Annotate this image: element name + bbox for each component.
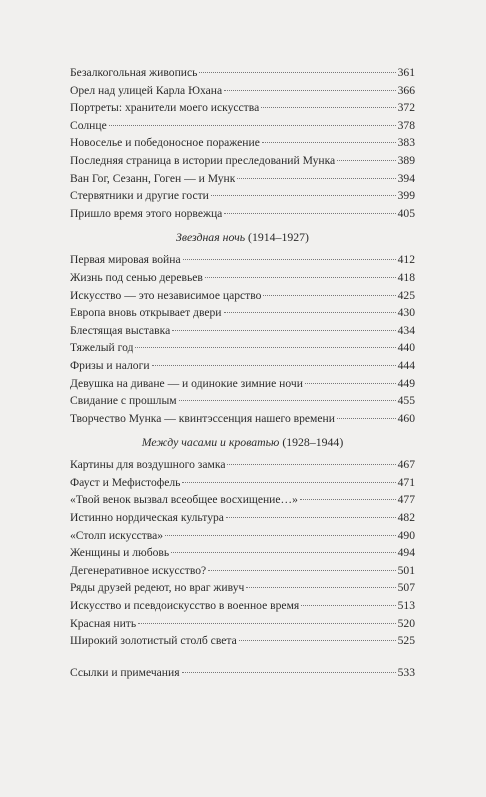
toc-entry-title: Блестящая выставка	[70, 323, 171, 337]
toc-entry-page: 494	[397, 546, 415, 560]
toc-entry-title: Ссылки и примечания	[70, 665, 180, 679]
toc-entry-title: Первая мировая война	[70, 253, 181, 267]
toc-entry	[70, 304, 415, 322]
toc-entry	[70, 205, 415, 223]
toc-entry-title: Фауст и Мефистофель	[70, 475, 181, 489]
toc-entry	[70, 632, 415, 650]
toc-entry-page: 460	[397, 411, 415, 425]
toc-entry-title: Фризы и налоги	[70, 358, 150, 372]
toc-entry-title: Безалкогольная живопись	[70, 66, 198, 79]
toc-entry	[70, 562, 415, 580]
toc-entry-page: 467	[397, 458, 415, 472]
toc-entry-page: 412	[397, 253, 415, 267]
section-title: Звездная ночь	[176, 230, 246, 245]
dot-leader	[165, 535, 396, 536]
dot-leader	[300, 499, 396, 500]
toc-entry	[70, 152, 415, 170]
toc-entry-page: 449	[397, 376, 415, 390]
toc-entry-page: 507	[397, 581, 415, 595]
dot-leader	[263, 295, 395, 296]
toc-entry	[70, 615, 415, 633]
toc-entry	[70, 287, 415, 305]
dot-leader	[301, 605, 395, 606]
toc-entry-page: 434	[397, 323, 415, 337]
dot-leader	[199, 72, 395, 73]
toc-entry-title: Дегенеративное искусство?	[70, 563, 207, 577]
toc-entry-page: 455	[397, 394, 415, 408]
dot-leader	[224, 312, 396, 313]
toc-block-4	[70, 664, 415, 682]
toc-entry-title: Пришло время этого норвежца	[70, 206, 223, 220]
toc-entry-title: Ряды друзей редеют, но враг живуч	[70, 581, 245, 595]
dot-leader	[109, 125, 396, 126]
dot-leader	[224, 213, 395, 214]
section-years: (1928–1944)	[282, 435, 344, 450]
toc-entry-title: «Столп искусства»	[70, 528, 164, 542]
dot-leader	[182, 672, 396, 673]
toc-entry-title: Стервятники и другие гости	[70, 189, 209, 203]
toc-entry-page: 389	[397, 153, 415, 167]
toc-entry-title: Девушка на диване — и одинокие зимние ночи	[70, 376, 303, 390]
spacer	[70, 650, 415, 664]
toc-entry	[70, 82, 415, 100]
toc-entry	[70, 375, 415, 393]
toc-entry-page: 399	[397, 189, 415, 203]
toc-entry-page: 394	[397, 171, 415, 185]
toc-entry-title: Последняя страница в истории преследований Мунка	[70, 153, 336, 167]
toc-entry	[70, 251, 415, 269]
toc-entry-title: «Твой венок вызвал всеобщее восхищение…»	[70, 493, 298, 507]
toc-entry-page: 378	[397, 118, 415, 132]
toc-entry	[70, 509, 415, 527]
toc-entry-page: 525	[397, 634, 415, 648]
dot-leader	[261, 107, 395, 108]
toc-entry-page: 471	[397, 475, 415, 489]
dot-leader	[239, 640, 396, 641]
dot-leader	[138, 623, 395, 624]
toc-entry	[70, 392, 415, 410]
toc-entry	[70, 269, 415, 287]
toc-entry-page: 490	[397, 528, 415, 542]
toc-entry-title: Портреты: хранители моего искусства	[70, 101, 260, 115]
toc-entry	[70, 170, 415, 188]
dot-leader	[183, 259, 396, 260]
toc-entry	[70, 134, 415, 152]
toc-entry-page: 405	[397, 206, 415, 220]
dot-leader	[171, 552, 395, 553]
toc-entry-page: 513	[397, 599, 415, 613]
toc-entry-page: 361	[397, 66, 415, 79]
section-years: (1914–1927)	[248, 230, 309, 245]
toc-entry	[70, 544, 415, 562]
toc-entry-title: Женщины и любовь	[70, 546, 170, 560]
toc-entry	[70, 322, 415, 340]
dot-leader	[211, 195, 396, 196]
dot-leader	[226, 517, 396, 518]
toc-entry-page: 533	[397, 665, 415, 679]
dot-leader	[246, 587, 395, 588]
toc-entry-title: Тяжелый год	[70, 341, 134, 355]
toc-entry-page: 383	[397, 136, 415, 150]
dot-leader	[182, 482, 395, 483]
toc-entry-title: Искусство — это независимое царство	[70, 288, 262, 302]
toc-entry	[70, 664, 415, 682]
toc-entry-title: Свидание с прошлым	[70, 394, 177, 408]
toc-entry-title: Европа вновь открывает двери	[70, 306, 222, 320]
toc-entry-page: 430	[397, 306, 415, 320]
toc-entry	[70, 187, 415, 205]
dot-leader	[172, 330, 395, 331]
toc-entry	[70, 579, 415, 597]
dot-leader	[135, 347, 395, 348]
toc-entry	[70, 339, 415, 357]
dot-leader	[337, 160, 395, 161]
toc-entry-page: 418	[397, 270, 415, 284]
toc-entry	[70, 410, 415, 428]
toc-entry-title: Творчество Мунка — квинтэссенция нашего времени	[70, 411, 335, 425]
table-of-contents	[70, 64, 415, 681]
toc-entry-title: Ван Гог, Сезанн, Гоген — и Мунк	[70, 171, 236, 185]
dot-leader	[305, 383, 396, 384]
toc-entry	[70, 357, 415, 375]
section-title: Между часами и кроватью	[141, 435, 280, 450]
toc-entry	[70, 117, 415, 135]
toc-entry	[70, 99, 415, 117]
toc-entry	[70, 456, 415, 474]
toc-entry-page: 477	[397, 493, 415, 507]
dot-leader	[205, 277, 396, 278]
toc-entry-title: Новоселье и победоносное поражение	[70, 136, 260, 150]
toc-entry-title: Солнце	[70, 118, 107, 132]
toc-entry-title: Истинно нордическая культура	[70, 511, 224, 525]
toc-entry	[70, 491, 415, 509]
section-heading	[70, 228, 415, 246]
toc-entry-page: 482	[397, 511, 415, 525]
toc-block-3	[70, 456, 415, 650]
toc-block-2	[70, 251, 415, 427]
dot-leader	[227, 464, 395, 465]
toc-entry-page: 444	[397, 358, 415, 372]
toc-entry-title: Красная нить	[70, 616, 137, 630]
toc-entry	[70, 597, 415, 615]
dot-leader	[337, 418, 396, 419]
dot-leader	[237, 178, 395, 179]
toc-entry-page: 366	[397, 83, 415, 97]
toc-entry-title: Искусство и псевдоискусство в военное время	[70, 599, 300, 613]
dot-leader	[152, 365, 396, 366]
toc-entry-page: 501	[397, 563, 415, 577]
section-heading	[70, 433, 415, 451]
dot-leader	[262, 142, 396, 143]
toc-entry-page: 440	[397, 341, 415, 355]
toc-entry-page: 520	[397, 616, 415, 630]
dot-leader	[224, 90, 395, 91]
toc-entry-page: 372	[397, 101, 415, 115]
toc-block-1	[70, 64, 415, 222]
toc-entry-page: 425	[397, 288, 415, 302]
dot-leader	[179, 400, 396, 401]
toc-entry	[70, 64, 415, 82]
toc-entry-title: Орел над улицей Карла Юхана	[70, 83, 223, 97]
toc-entry-title: Жизнь под сенью деревьев	[70, 270, 203, 284]
toc-entry	[70, 474, 415, 492]
toc-entry-title: Широкий золотистый столб света	[70, 634, 237, 648]
toc-entry-title: Картины для воздушного замка	[70, 458, 226, 472]
toc-entry	[70, 527, 415, 545]
dot-leader	[208, 570, 395, 571]
